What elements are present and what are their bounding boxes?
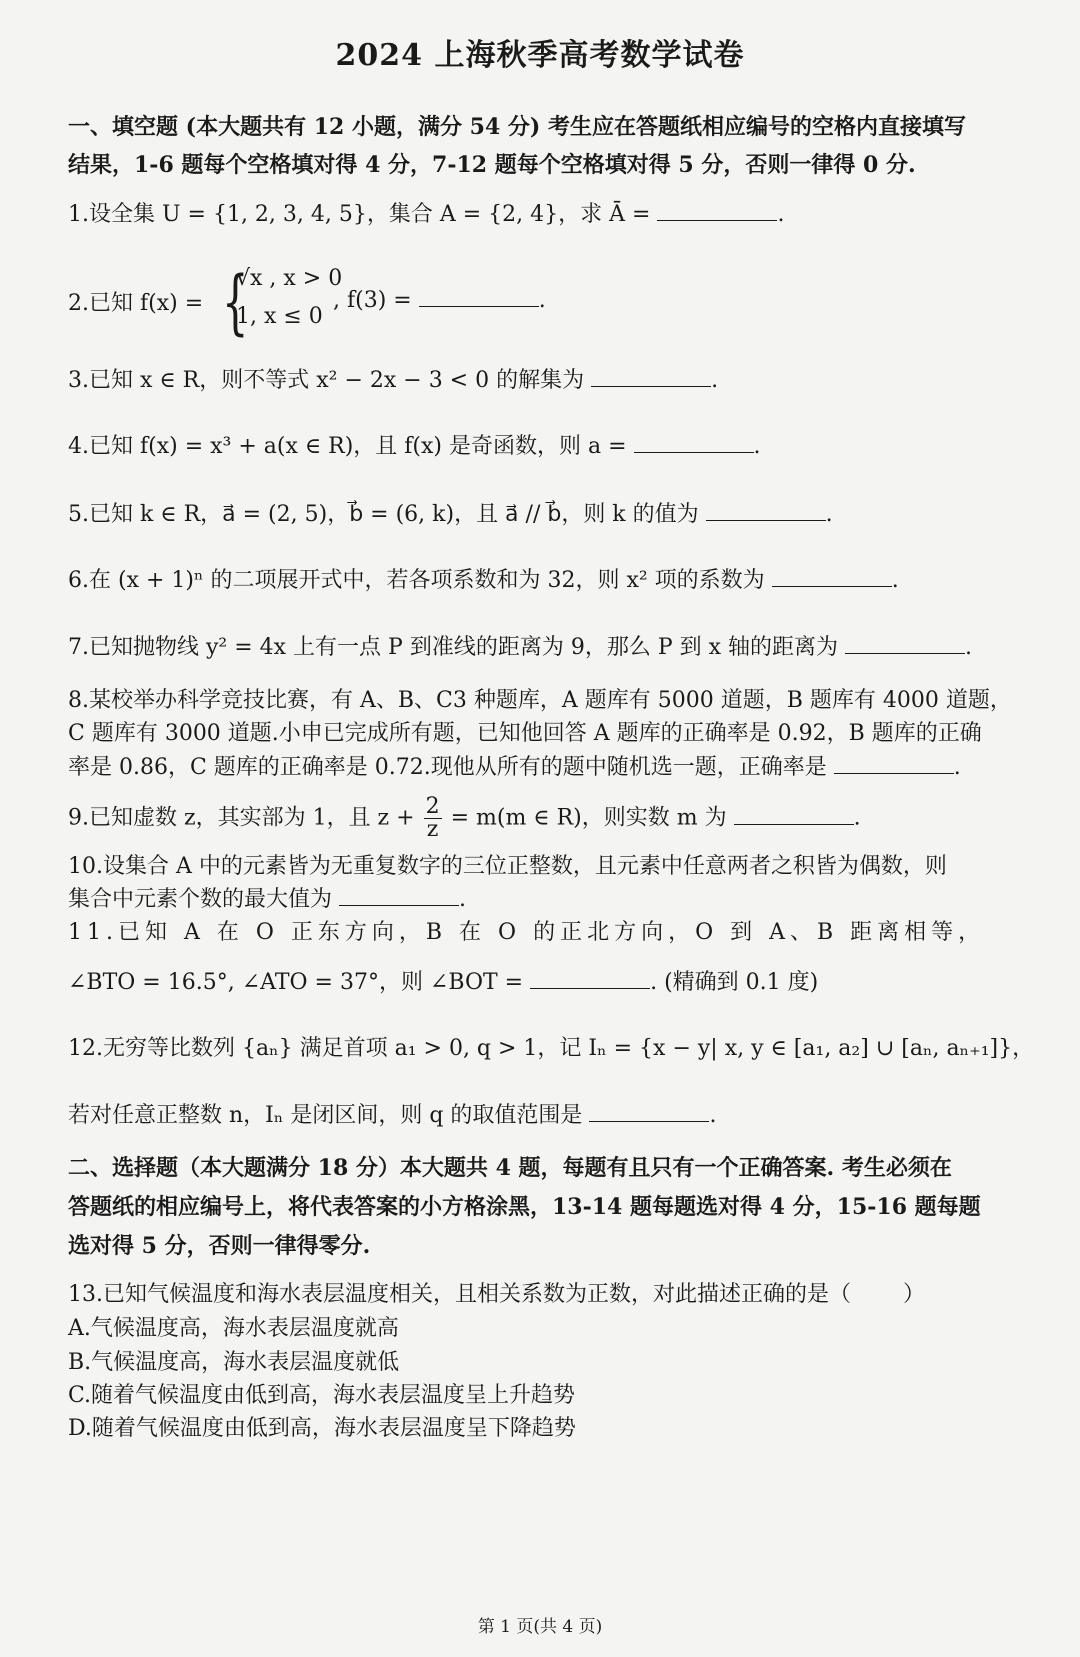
question-2-tail-wrap: , f(3) = .	[333, 288, 546, 313]
question-10-text: 集合中元素个数的最大值为	[68, 887, 333, 912]
answer-blank	[530, 968, 650, 989]
question-5-text: 5.已知 k ∈ R，a⃗ = (2, 5)，b⃗ = (6, k)，且 a⃗ // b⃗，则 k 的值为	[68, 502, 699, 527]
answer-blank	[634, 432, 754, 453]
question-9-lead: 9.已知虚数 z，其实部为 1，且 z +	[68, 805, 415, 831]
question-11-line2	[68, 968, 1018, 998]
answer-blank	[834, 753, 954, 774]
question-5: 5.已知 k ∈ R，a⃗ = (2, 5)，b⃗ = (6, k)，且 a⃗ // b⃗，则 k 的值为 .	[68, 502, 833, 527]
question-2-tail: , f(3) =	[333, 288, 412, 313]
question-11-text: ∠BTO = 16.5°, ∠ATO = 37°，则 ∠BOT =	[68, 970, 524, 995]
fraction	[424, 796, 442, 841]
option-a: A.气候温度高，海水表层温度就高	[68, 1316, 399, 1341]
question-6-text: 6.在 (x + 1)ⁿ 的二项展开式中，若各项系数和为 32，则 x² 项的系数为	[68, 568, 765, 593]
section2-header-line2: 答题纸的相应编号上，将代表答案的小方格涂黑，13-14 题每题选对得 4 分，15-16 题每题	[68, 1194, 981, 1220]
question-3: 3.已知 x ∈ R，则不等式 x² − 2x − 3 < 0 的解集为 .	[68, 368, 719, 393]
question-7-text: 7.已知抛物线 y² = 4x 上有一点 P 到准线的距离为 9，那么 P 到 x 轴的距离为	[68, 635, 839, 660]
question-13-stem: 13.已知气候温度和海水表层温度相关，且相关系数为正数，对此描述正确的是（	[68, 1282, 851, 1307]
question-13-close: ）	[903, 1282, 926, 1307]
answer-blank	[706, 500, 826, 521]
question-12-text: 若对任意正整数 n，Iₙ 是闭区间，则 q 的取值范围是	[68, 1103, 583, 1128]
answer-blank	[845, 633, 965, 654]
answer-blank	[657, 200, 777, 221]
question-12-line1: 12.无穷等比数列 {aₙ} 满足首项 a₁ > 0, q > 1，记 Iₙ = {x − y| x, y ∈ [a₁, a₂] ∪ [aₙ, aₙ₊₁]}，	[68, 1036, 1035, 1061]
fraction-numerator: 2	[425, 794, 440, 819]
question-7: 7.已知抛物线 y² = 4x 上有一点 P 到准线的距离为 9，那么 P 到 x 轴的距离为 .	[68, 635, 973, 660]
question-9: 9.已知虚数 z，其实部为 1，且 z + $\frac{2}{z}$ = m(m ∈ R)，则实数 m 为 .	[68, 794, 861, 842]
exam-title: 2024 上海秋季高考数学试卷	[335, 38, 745, 73]
question-4: 4.已知 f(x) = x³ + a(x ∈ R)，且 f(x) 是奇函数，则 a = .	[68, 434, 761, 459]
option-d: D.随着气候温度由低到高，海水表层温度呈下降趋势	[68, 1416, 576, 1441]
section2-header-line1: 二、选择题（本大题满分 18 分）本大题共 4 题，每题有且只有一个正确答案. 考生必须在	[68, 1155, 952, 1181]
page-footer: 第 1 页(共 4 页)	[477, 1617, 603, 1637]
question-11-line1: 11.已知 A 在 O 正东方向，B 在 O 的正北方向，O 到 A、B 距离相等，	[68, 920, 986, 945]
answer-blank	[734, 804, 854, 825]
answer-blank	[589, 1101, 709, 1122]
fraction-denominator: z	[426, 817, 439, 842]
question-6: 6.在 (x + 1)ⁿ 的二项展开式中，若各项系数和为 32，则 x² 项的系数为 .	[68, 568, 899, 593]
answer-blank	[591, 366, 711, 387]
question-11-note: . (精确到 0.1 度)	[650, 970, 819, 995]
question-12-line2: 若对任意正整数 n，Iₙ 是闭区间，则 q 的取值范围是 .	[68, 1103, 717, 1128]
question-4-text: 4.已知 f(x) = x³ + a(x ∈ R)，且 f(x) 是奇函数，则 a =	[68, 434, 627, 459]
question-2-case1: √x , x > 0	[236, 266, 343, 291]
question-2-lead: 2.已知 f(x) =	[68, 291, 204, 316]
question-2-case2: 1, x ≤ 0	[236, 304, 323, 329]
question-1-text: 1.设全集 U = {1, 2, 3, 4, 5}，集合 A = {2, 4}，求 Ā =	[68, 202, 651, 227]
question-8-text: 率是 0.86，C 题库的正确率是 0.72.现他从所有的题中随机选一题，正确率是	[68, 755, 827, 780]
piecewise-brace: {	[221, 261, 249, 343]
question-13	[68, 1280, 1018, 1310]
question-1: 1.设全集 U = {1, 2, 3, 4, 5}，集合 A = {2, 4}，求 Ā = .	[68, 202, 785, 227]
question-8-line2: C 题库有 3000 道题.小申已完成所有题，已知他回答 A 题库的正确率是 0.92，B 题库的正确	[68, 721, 982, 746]
question-10-line2: 集合中元素个数的最大值为 .	[68, 887, 467, 912]
section1-header-line1: 一、填空题 (本大题共有 12 小题，满分 54 分) 考生应在答题纸相应编号的空格内直接填写	[68, 114, 967, 140]
section1-header-line2: 结果，1-6 题每个空格填对得 4 分，7-12 题每个空格填对得 5 分，否则一律得 0 分.	[68, 152, 916, 178]
question-3-text: 3.已知 x ∈ R，则不等式 x² − 2x − 3 < 0 的解集为	[68, 368, 585, 393]
answer-blank	[772, 566, 892, 587]
option-c: C.随着气候温度由低到高，海水表层温度呈上升趋势	[68, 1383, 576, 1408]
question-8-line3: 率是 0.86，C 题库的正确率是 0.72.现他从所有的题中随机选一题，正确率是 .	[68, 755, 961, 780]
answer-blank	[339, 885, 459, 906]
question-9-tail: = m(m ∈ R)，则实数 m 为	[450, 805, 727, 831]
option-b: B.气候温度高，海水表层温度就低	[68, 1350, 400, 1375]
section2-header-line3: 选对得 5 分，否则一律得零分.	[68, 1233, 371, 1259]
answer-blank	[419, 286, 539, 307]
question-10-line1: 10.设集合 A 中的元素皆为无重复数字的三位正整数，且元素中任意两者之积皆为偶数，则	[68, 854, 947, 879]
question-8-line1: 8.某校举办科学竞技比赛，有 A、B、C3 种题库，A 题库有 5000 道题，B 题库有 4000 道题，	[68, 688, 1012, 713]
